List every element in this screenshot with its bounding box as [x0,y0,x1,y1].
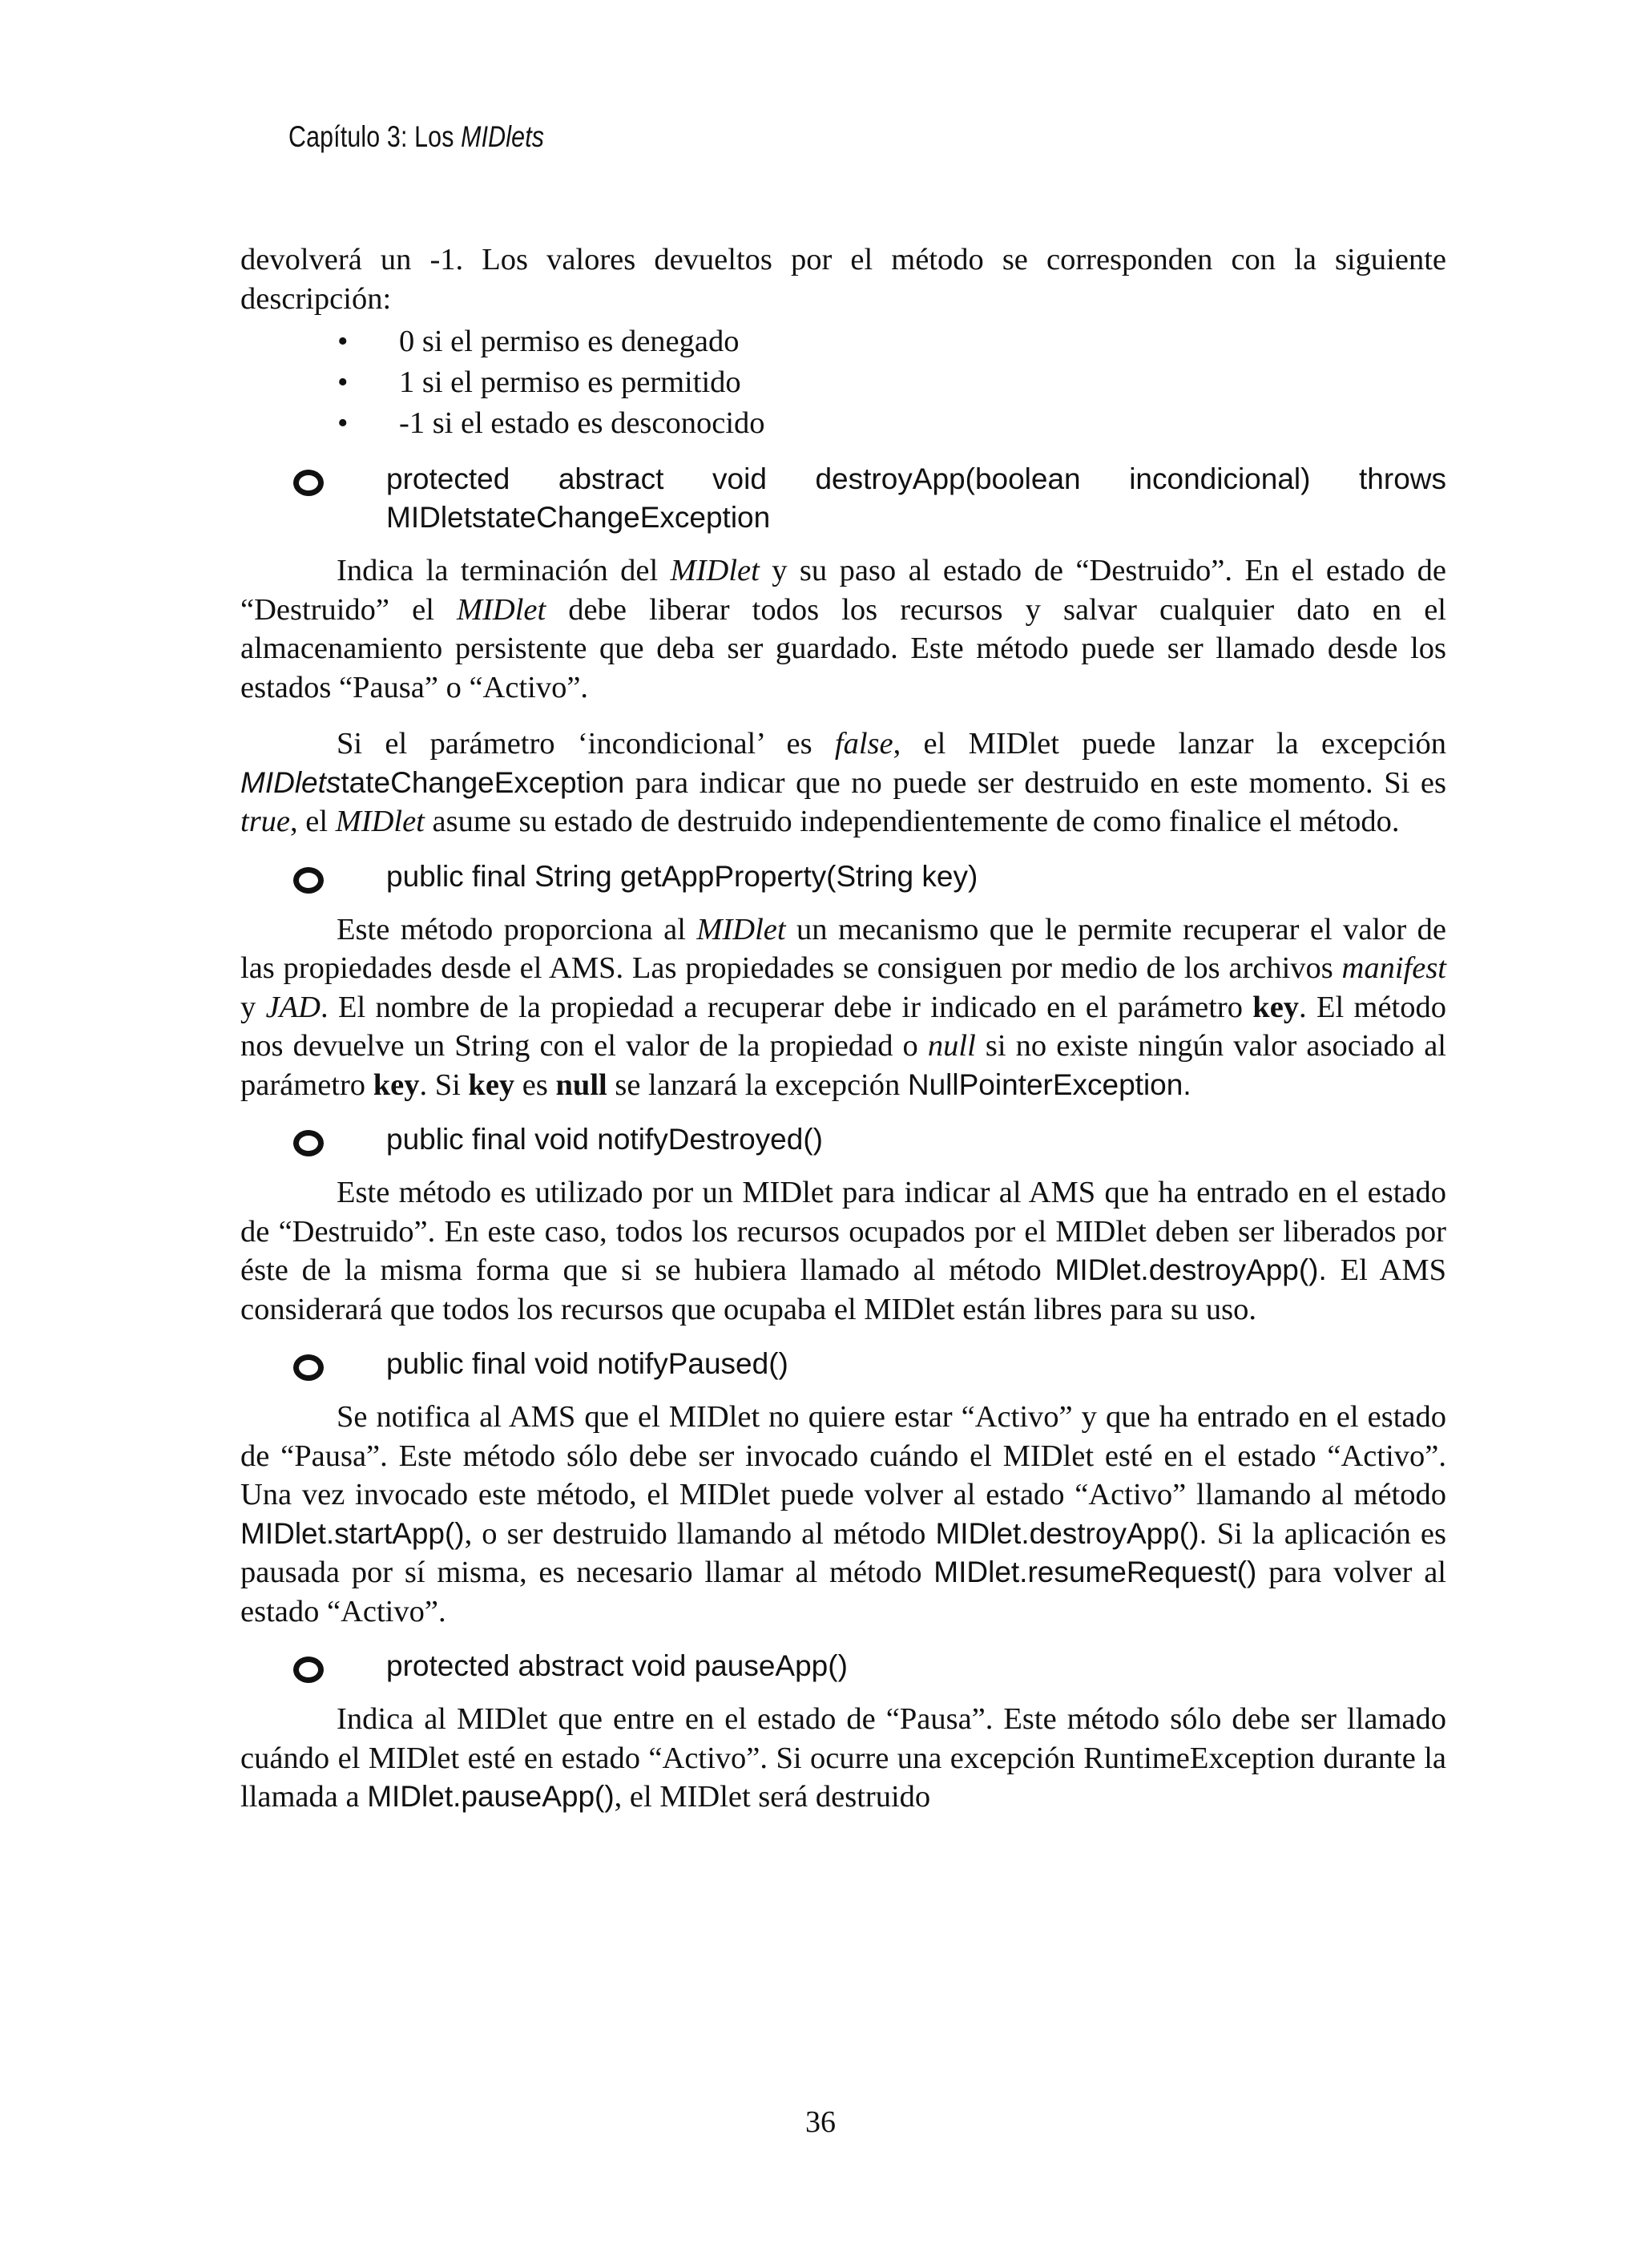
text-run: Si el parámetro ‘incondicional’ es [337,727,835,761]
method-signature: public final void notifyPaused() [386,1347,788,1380]
method-reference: MIDlet.pauseApp() [367,1780,615,1813]
method-heading-pauseapp [240,1647,1446,1685]
text-run: . El nombre de la propiedad a recuperar debe ir indicado en el parámetro [321,990,1253,1024]
list-item-text: 1 si el permiso es permitido [399,365,741,399]
text-run: debe liberar todos los recursos y salvar cualquier dato en el almacenamiento persistente que deba ser guardado. Este método puede ser llamado desde los estados “Pausa” o “Activo”. [240,592,1446,704]
getappproperty-paragraph [240,910,1446,1105]
text-run: . El método nos devuelve un String con el valor de la propiedad o [240,990,1447,1063]
text-run: MIDlet [696,912,786,946]
method-reference: MIDlet.resumeRequest() [933,1556,1257,1588]
method-signature: protected abstract void pauseApp() [386,1649,848,1682]
text-run: Si la aplicación es pausada por sí misma, es necesario llamar al método [240,1516,1446,1589]
exception-name: tateChangeException [341,765,625,799]
text-run: key [1252,990,1300,1024]
page-number: 36 [805,2105,836,2139]
list-item-text: 0 si el permiso es denegado [399,325,740,358]
text-run: , el MIDlet será destruido [614,1780,931,1814]
text-run: para indicar que no puede ser destruido en este momento. Si es [624,765,1446,800]
header-chapter-italic: MIDlets [461,120,545,153]
text-run: , el [290,805,336,838]
method-heading-destroyapp [240,460,1446,537]
method-signature: public final void notifyDestroyed() [386,1123,823,1156]
text-run: manifest [1341,951,1446,985]
text-run: para volver al estado “Activo”. [240,1556,1447,1628]
text-run: key [373,1067,420,1102]
destroyapp-paragraph-2 [240,724,1446,841]
circle-bullet-icon [293,1657,324,1683]
text-run: , el MIDlet puede lanzar la excepción [893,727,1446,761]
circle-bullet-icon [293,1354,324,1381]
method-heading-notifypaused [240,1345,1446,1383]
header-chapter-prefix: Capítulo 3: Los [288,120,462,153]
list-item-text: -1 si el estado es desconocido [399,406,765,440]
method-heading-notifydestroyed [240,1120,1446,1159]
destroyapp-paragraph-1 [240,551,1446,707]
text-run: El AMS considerará que todos los recursos que ocupaba el MIDlet están libres para su uso. [240,1253,1446,1326]
bullet-icon: • [337,406,349,440]
method-reference: MIDlet.destroyApp(). [1054,1253,1327,1286]
text-run: MIDlet [335,805,425,838]
text-run: un mecanismo que le permite recuperar el valor de las propiedades desde el AMS. Las propiedades se consiguen por medio de los archivos [240,912,1446,985]
return-values-list [240,321,1446,444]
method-signature: public final String getAppProperty(String key) [386,859,978,893]
text-run: true [240,805,291,838]
running-header [288,120,544,154]
page-body [240,240,1446,1817]
text-run: y su paso al estado de “Destruido”. En el estado de “Destruido” el [240,554,1446,627]
text-run: . Si [419,1067,469,1102]
text-run: y [240,990,266,1024]
list-item [240,403,1446,444]
text-run: key [468,1067,515,1102]
text-run: Indica al MIDlet que entre en el estado de “Pausa”. Este método sólo debe ser llamado cuándo el MIDlet esté en estado “Activo”. Si ocurre una excepción RuntimeException durante la llamada a [240,1702,1446,1814]
notifydestroyed-paragraph [240,1173,1446,1329]
text-run: es [514,1067,556,1102]
list-item [240,362,1446,403]
text-run: MIDlet [670,554,760,587]
text-run: Este método es utilizado por un MIDlet para indicar al AMS que ha entrado en el estado de “Destruido”. En este caso, todos los recursos ocupados por el MIDlet deben ser liberados por éste de la misma forma que si se hubiera llamado al método [240,1176,1446,1287]
text-run: Indica la terminación del [337,554,671,587]
method-reference: MIDlet.startApp() [240,1516,465,1550]
text-run: se lanzará la excepción [607,1067,908,1102]
text-run: Este método proporciona al [337,912,697,946]
method-reference: MIDlet.destroyApp(). [935,1516,1208,1550]
text-run: null [555,1067,607,1102]
notifypaused-paragraph [240,1398,1446,1631]
bullet-icon: • [337,325,349,358]
exception-name-italic: MIDlets [240,765,341,799]
intro-paragraph: devolverá un -1. Los valores devueltos por el método se corresponden con la siguiente descripción: [240,243,1446,316]
text-run: null [927,1029,976,1063]
text-run: , o ser destruido llamando al método [464,1516,936,1551]
text-run: Se notifica al AMS que el MIDlet no quiere estar “Activo” y que ha entrado en el estado de “Pausa”. Este método sólo debe ser invocado cuándo el MIDlet esté en el estado “Activo”. Una vez invocado este método, el MIDlet puede volver al estado “Activo” llamando al método [240,1400,1446,1511]
text-run: false [834,727,893,761]
method-heading-getappproperty [240,858,1446,896]
text-run: asume su estado de destruido independientemente de como finalice el método. [424,805,1400,838]
list-item [240,321,1446,362]
exception-name: NullPointerException. [907,1067,1191,1101]
text-run: JAD [265,990,321,1024]
circle-bullet-icon [293,470,324,496]
method-signature: protected abstract void destroyApp(boolean incondicional) throws MIDletstateChangeException [386,462,1446,534]
bullet-icon: • [337,365,349,399]
text-run: MIDlet [457,592,546,627]
text-run: si no existe ningún valor asociado al parámetro [240,1029,1446,1102]
circle-bullet-icon [293,1130,324,1156]
circle-bullet-icon [293,867,324,894]
pauseapp-paragraph [240,1700,1446,1817]
